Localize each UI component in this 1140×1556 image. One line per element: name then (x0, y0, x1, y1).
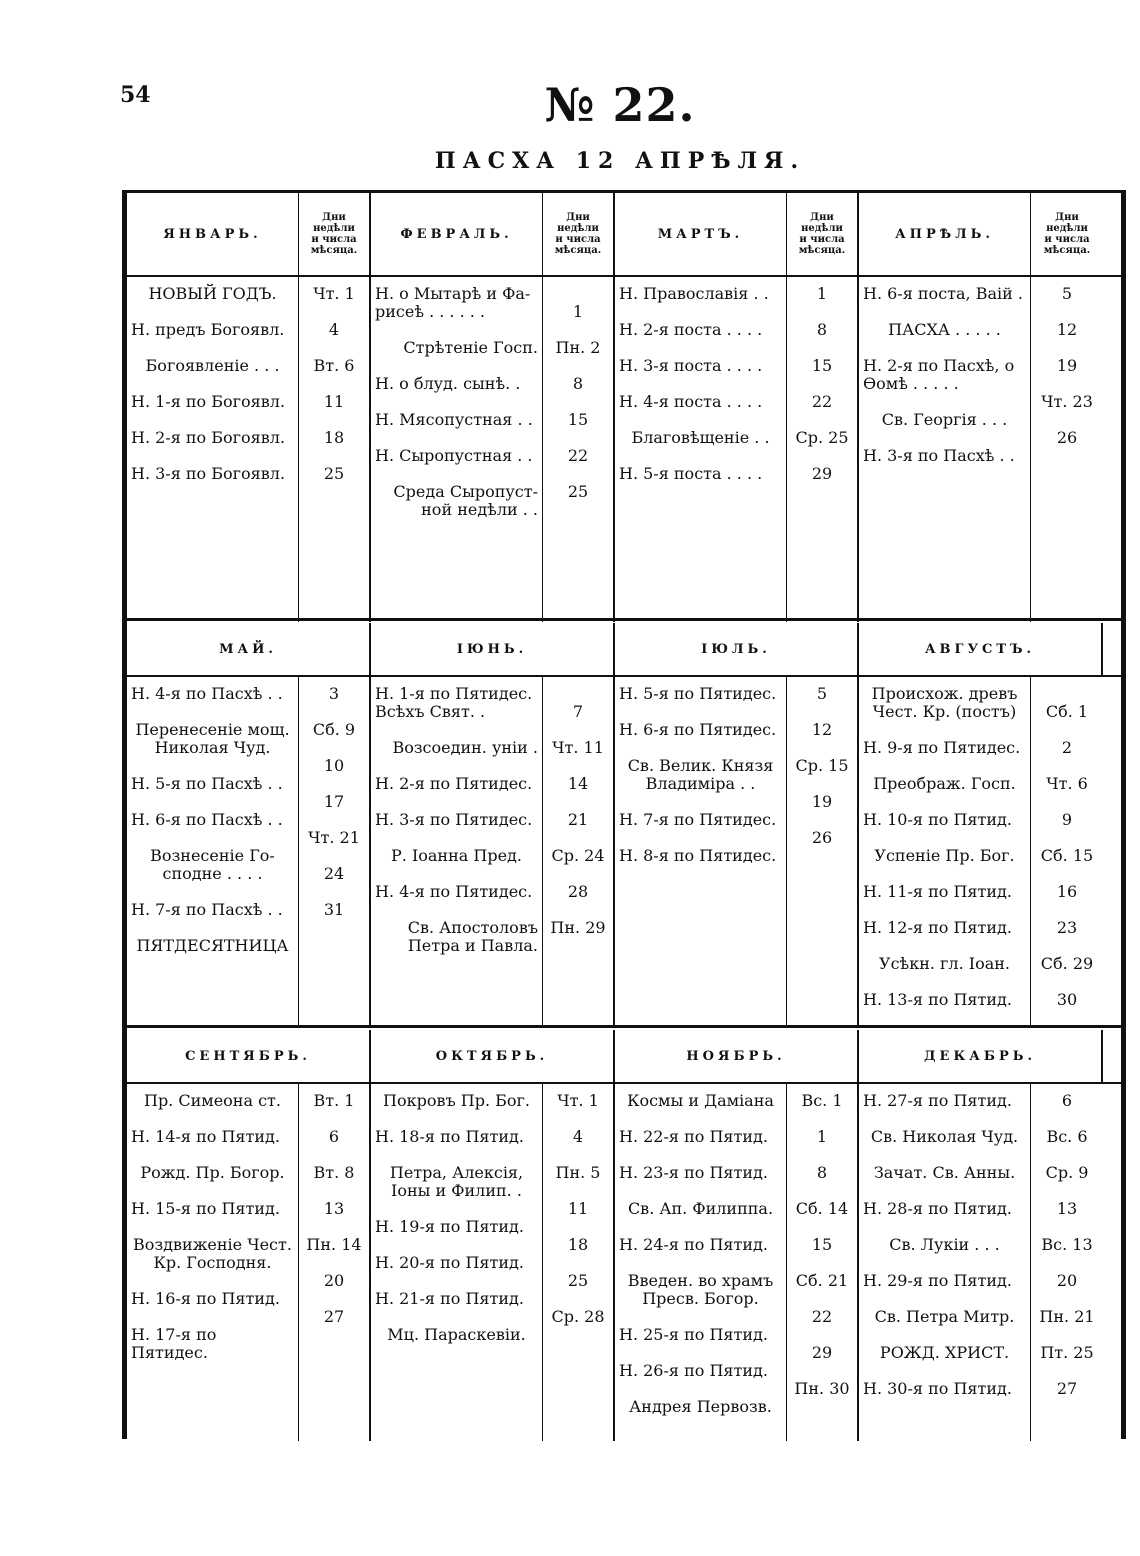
feast-entry: Н. 6-я по Пасхѣ . . (131, 810, 283, 829)
feast-entry: Н. 1-я по Богоявл. (131, 392, 286, 411)
feast-day: 25 (567, 1271, 589, 1290)
month-header-row (127, 1030, 1121, 1084)
row-separator (127, 1025, 1121, 1028)
feast-column (127, 277, 299, 622)
month-row (127, 1030, 1121, 1441)
feast-day: Вт. 8 (313, 1163, 355, 1182)
day-column (299, 1084, 371, 1441)
day-column (1031, 1084, 1103, 1441)
feast-entry: Н. 30-я по Пятид. (863, 1379, 1012, 1398)
feast-day: 17 (323, 792, 345, 811)
feast-day: 9 (1061, 810, 1073, 829)
feast-entry: Н. 7-я по Пасхѣ . . (131, 900, 283, 919)
day-column (787, 277, 859, 622)
day-column (299, 677, 371, 1027)
feast-day: Пт. 25 (1040, 1343, 1094, 1362)
day-column (1031, 677, 1103, 1027)
feast-day: 6 (328, 1127, 340, 1146)
feast-day: Сб. 9 (312, 720, 356, 739)
feast-entry: Петра, Алексія, Іоны и Филип. . (389, 1163, 524, 1200)
feast-day: 18 (567, 1235, 589, 1254)
feast-entry: Н. 5-я по Пасхѣ . . (131, 774, 283, 793)
feast-entry: Н. 3-я по Богоявл. (131, 464, 286, 483)
feast-entry: Богоявленіе . . . (145, 356, 280, 375)
feast-entry: Н. предъ Богоявл. (131, 320, 285, 339)
day-column (543, 277, 615, 622)
feast-day: 3 (328, 684, 340, 703)
month-name: МАРТЪ. (615, 193, 787, 275)
feast-entry: Н. 8-я по Пятидес. (619, 846, 777, 865)
day-column-header (1031, 193, 1103, 275)
month-name: ДЕКАБРЬ. (859, 1030, 1103, 1082)
feast-column (371, 1084, 543, 1441)
feast-entry: Н. 26-я по Пятид. (619, 1361, 768, 1380)
day-header-line: и числа (799, 234, 845, 245)
month-name: ІЮЛЬ. (615, 623, 859, 675)
feast-entry: Н. 2-я по Богоявл. (131, 428, 286, 447)
feast-entry: РОЖД. ХРИСТ. (879, 1343, 1010, 1362)
feast-day: 19 (1056, 356, 1078, 375)
feast-entry: Пр. Симеона ст. (143, 1091, 281, 1110)
feast-entry: Н. 3-я по Пятидес. (375, 810, 533, 829)
feast-entry: Св. Велик. Князя Владиміра . . (627, 756, 774, 793)
feast-day: 11 (323, 392, 345, 411)
feast-day: 27 (323, 1307, 345, 1326)
feast-entry: Н. о Мытарѣ и Фа- рисеѣ . . . . . . (375, 284, 531, 321)
feast-entry: Мц. Параскевіи. (387, 1325, 526, 1344)
feast-day: Пн. 2 (555, 338, 601, 357)
feast-column (371, 277, 543, 622)
feast-day: 14 (567, 774, 589, 793)
feast-column (859, 677, 1031, 1027)
feast-day: Ср. 25 (795, 428, 849, 447)
month-row (127, 623, 1121, 1027)
feast-day: 28 (567, 882, 589, 901)
feast-day: 7 (572, 702, 584, 721)
feast-day: 12 (1056, 320, 1078, 339)
feast-day: Ср. 15 (795, 756, 849, 775)
feast-day: Ср. 9 (1045, 1163, 1089, 1182)
feast-column (371, 677, 543, 1027)
day-column (787, 677, 859, 1027)
feast-entry: Св. Петра Митр. (874, 1307, 1015, 1326)
feast-day: Чт. 1 (313, 284, 355, 303)
feast-entry: Возсоедин. уніи . (392, 738, 538, 757)
page-number: 54 (120, 82, 151, 108)
feast-entry: Н. 16-я по Пятид. (131, 1289, 280, 1308)
month-row (127, 193, 1121, 622)
day-header-line: Дни (566, 212, 590, 223)
feast-day: 22 (811, 1307, 833, 1326)
feast-entry: Н. 17-я по Пятидес. (131, 1325, 217, 1362)
feast-day: 21 (567, 810, 589, 829)
day-header-line: мѣсяца. (310, 245, 358, 256)
feast-entry: Н. 15-я по Пятид. (131, 1199, 280, 1218)
feast-entry: Н. 4-я по Пятидес. (375, 882, 533, 901)
feast-day: Чт. 21 (308, 828, 360, 847)
feast-entry: Н. 13-я по Пятид. (863, 990, 1012, 1009)
feast-entry: Н. 20-я по Пятид. (375, 1253, 524, 1272)
feast-entry: Среда Сыропуст- ной недѣли . . (393, 482, 538, 519)
feast-entry: Св. Георгія . . . (881, 410, 1008, 429)
feast-day: Сб. 14 (795, 1199, 849, 1218)
feast-column (859, 1084, 1031, 1441)
day-column (543, 677, 615, 1027)
feast-day: 19 (811, 792, 833, 811)
day-column-header (299, 193, 371, 275)
feast-entry: Н. 5-я поста . . . . (619, 464, 763, 483)
day-header-line: недѣли (801, 223, 843, 234)
feast-day: 26 (811, 828, 833, 847)
feast-day: Чт. 11 (552, 738, 604, 757)
feast-day: 29 (811, 464, 833, 483)
feast-entry: Н. 10-я по Пятид. (863, 810, 1012, 829)
feast-day: 22 (567, 446, 589, 465)
month-name: АВГУСТЪ. (859, 623, 1103, 675)
feast-entry: Н. 29-я по Пятид. (863, 1271, 1012, 1290)
feast-entry: Стрѣтеніе Госп. (403, 338, 538, 357)
day-header-line: и числа (311, 234, 357, 245)
feast-day: Сб. 29 (1040, 954, 1094, 973)
feast-entry: Н. 9-я по Пятидес. (863, 738, 1021, 757)
day-header-line: Дни (322, 212, 346, 223)
easter-date-subtitle: ПАСХА 12 АПРѢЛЯ. (434, 148, 806, 174)
feast-day: Сб. 1 (1045, 702, 1089, 721)
feast-day: Пн. 21 (1039, 1307, 1095, 1326)
feast-entry: Зачат. Св. Анны. (873, 1163, 1016, 1182)
feast-column (127, 1084, 299, 1441)
feast-entry: Н. 2-я по Пятидес. (375, 774, 533, 793)
feast-entry: Н. 28-я по Пятид. (863, 1199, 1012, 1218)
feast-day: 12 (811, 720, 833, 739)
feast-entry: Н. 23-я по Пятид. (619, 1163, 768, 1182)
feast-day: 1 (816, 284, 828, 303)
feast-entry: Космы и Даміана (627, 1091, 774, 1110)
feast-day: Чт. 23 (1041, 392, 1093, 411)
feast-day: 25 (323, 464, 345, 483)
day-header-line: и числа (1044, 234, 1090, 245)
month-header-row (127, 623, 1121, 677)
feast-day: 13 (1056, 1199, 1078, 1218)
feast-entry: ПЯТДЕСЯТНИЦА (136, 936, 289, 955)
feast-entry: Н. 11-я по Пятид. (863, 882, 1012, 901)
feast-entry: Н. о блуд. сынѣ. . (375, 374, 521, 393)
feast-entry: Андрея Первозв. (629, 1397, 772, 1416)
calendar-table (122, 190, 1126, 1439)
feast-day: 15 (567, 410, 589, 429)
month-name: МАЙ. (127, 623, 371, 675)
month-name: ФЕВРАЛЬ. (371, 193, 543, 275)
day-column (299, 277, 371, 622)
feast-day: Вт. 6 (313, 356, 355, 375)
feast-day: 8 (572, 374, 584, 393)
day-column-header (543, 193, 615, 275)
feast-day: Пн. 30 (794, 1379, 850, 1398)
feast-entry: Введен. во храмъ Пресв. Богор. (627, 1271, 774, 1308)
feast-day: 29 (811, 1343, 833, 1362)
feast-entry: Н. 5-я по Пятидес. (619, 684, 777, 703)
feast-entry: ПАСХА . . . . . (888, 320, 1001, 339)
day-header-line: мѣсяца. (798, 245, 846, 256)
month-body-row (127, 1084, 1121, 1441)
feast-entry: Н. 18-я по Пятид. (375, 1127, 524, 1146)
feast-day: Пн. 14 (306, 1235, 362, 1254)
feast-entry: Н. 21-я по Пятид. (375, 1289, 524, 1308)
feast-day: 30 (1056, 990, 1078, 1009)
feast-entry: Н. Сыропустная . . (375, 446, 533, 465)
feast-entry: Н. Православія . . (619, 284, 769, 303)
day-column (787, 1084, 859, 1441)
day-header-line: недѣли (313, 223, 355, 234)
month-body-row (127, 677, 1121, 1027)
feast-day: 20 (1056, 1271, 1078, 1290)
day-column-header (787, 193, 859, 275)
feast-entry: Преображ. Госп. (873, 774, 1016, 793)
feast-entry: Н. 27-я по Пятид. (863, 1091, 1012, 1110)
day-header-line: недѣли (557, 223, 599, 234)
feast-day: Вс. 6 (1046, 1127, 1088, 1146)
feast-day: Пн. 29 (550, 918, 606, 937)
feast-day: 5 (816, 684, 828, 703)
feast-day: Сб. 21 (795, 1271, 849, 1290)
month-body-row (127, 277, 1121, 622)
month-name: СЕНТЯБРЬ. (127, 1030, 371, 1082)
day-header-line: Дни (1055, 212, 1079, 223)
feast-day: Вт. 1 (313, 1091, 355, 1110)
feast-column (615, 1084, 787, 1441)
feast-entry: Н. 6-я по Пятидес. (619, 720, 777, 739)
feast-entry: Н. 4-я по Пасхѣ . . (131, 684, 283, 703)
feast-day: 4 (328, 320, 340, 339)
feast-entry: Происхож. древъ Чест. Кр. (постъ) (871, 684, 1018, 721)
feast-entry: Н. 14-я по Пятид. (131, 1127, 280, 1146)
feast-entry: Успеніе Пр. Бог. (874, 846, 1015, 865)
feast-entry: НОВЫЙ ГОДЪ. (148, 284, 277, 303)
feast-day: Ср. 28 (551, 1307, 605, 1326)
feast-entry: Св. Ап. Филиппа. (627, 1199, 774, 1218)
feast-day: 6 (1061, 1091, 1073, 1110)
day-header-line: мѣсяца. (554, 245, 602, 256)
feast-day: 22 (811, 392, 833, 411)
day-header-line: Дни (810, 212, 834, 223)
month-name: НОЯБРЬ. (615, 1030, 859, 1082)
month-name: ІЮНЬ. (371, 623, 615, 675)
feast-entry: Вознесеніе Го- сподне . . . . (150, 846, 275, 883)
feast-entry: Св. Николая Чуд. (870, 1127, 1019, 1146)
feast-day: Чт. 6 (1046, 774, 1088, 793)
feast-entry: Н. 3-я по Пасхѣ . . (863, 446, 1015, 465)
feast-day: 13 (323, 1199, 345, 1218)
feast-day: Чт. 1 (557, 1091, 599, 1110)
feast-entry: Н. 22-я по Пятид. (619, 1127, 768, 1146)
feast-entry: Н. 2-я по Пасхѣ, о Ѳомѣ . . . . . (863, 356, 1015, 393)
row-separator (127, 618, 1121, 621)
feast-column (615, 277, 787, 622)
feast-day: 11 (567, 1199, 589, 1218)
feast-entry: Н. 19-я по Пятид. (375, 1217, 524, 1236)
feast-column (615, 677, 787, 1027)
feast-day: 23 (1056, 918, 1078, 937)
feast-column (859, 277, 1031, 622)
feast-entry: Покровъ Пр. Бог. (383, 1091, 530, 1110)
feast-entry: Усѣкн. гл. Іоан. (879, 954, 1010, 973)
day-header-line: и числа (555, 234, 601, 245)
feast-day: 1 (572, 302, 584, 321)
feast-day: 15 (811, 1235, 833, 1254)
calendar-number-title: № 22. (544, 78, 696, 132)
feast-day: 27 (1056, 1379, 1078, 1398)
feast-entry: Р. Іоанна Пред. (391, 846, 522, 865)
feast-day: 4 (572, 1127, 584, 1146)
feast-day: Сб. 15 (1040, 846, 1094, 865)
feast-day: 15 (811, 356, 833, 375)
feast-day: 31 (323, 900, 345, 919)
feast-day: 10 (323, 756, 345, 775)
feast-entry: Н. 7-я по Пятидес. (619, 810, 777, 829)
feast-day: Вс. 1 (801, 1091, 843, 1110)
feast-entry: Св. Лукіи . . . (889, 1235, 1000, 1254)
feast-day: Ср. 24 (551, 846, 605, 865)
feast-day: 25 (567, 482, 589, 501)
month-name: ОКТЯБРЬ. (371, 1030, 615, 1082)
feast-entry: Н. 25-я по Пятид. (619, 1325, 768, 1344)
month-name: АПРѢЛЬ. (859, 193, 1031, 275)
month-header-row (127, 193, 1121, 277)
day-column (1031, 277, 1103, 622)
feast-entry: Н. 4-я поста . . . . (619, 392, 763, 411)
day-column (543, 1084, 615, 1441)
feast-day: 20 (323, 1271, 345, 1290)
feast-entry: Благовѣщеніе . . (631, 428, 770, 447)
feast-entry: Н. 3-я поста . . . . (619, 356, 763, 375)
day-header-line: недѣли (1046, 223, 1088, 234)
feast-entry: Н. 12-я по Пятид. (863, 918, 1012, 937)
feast-day: 8 (816, 320, 828, 339)
feast-day: 2 (1061, 738, 1073, 757)
feast-day: Вс. 13 (1041, 1235, 1093, 1254)
feast-day: 8 (816, 1163, 828, 1182)
feast-day: Пн. 5 (555, 1163, 601, 1182)
feast-day: 26 (1056, 428, 1078, 447)
feast-day: 1 (816, 1127, 828, 1146)
feast-day: 18 (323, 428, 345, 447)
feast-entry: Рожд. Пр. Богор. (140, 1163, 285, 1182)
month-name: ЯНВАРЬ. (127, 193, 299, 275)
feast-entry: Св. Апостоловъ Петра и Павла. (407, 918, 538, 955)
feast-entry: Н. 6-я поста, Ваій . (863, 284, 1023, 303)
day-header-line: мѣсяца. (1043, 245, 1091, 256)
feast-entry: Воздвиженіе Чест. Кр. Господня. (133, 1235, 292, 1272)
feast-entry: Н. Мясопустная . . (375, 410, 533, 429)
feast-entry: Н. 24-я по Пятид. (619, 1235, 768, 1254)
feast-column (127, 677, 299, 1027)
feast-day: 16 (1056, 882, 1078, 901)
feast-day: 24 (323, 864, 345, 883)
feast-day: 5 (1061, 284, 1073, 303)
feast-entry: Н. 2-я поста . . . . (619, 320, 763, 339)
feast-entry: Н. 1-я по Пятидес. Всѣхъ Свят. . (375, 684, 533, 721)
feast-entry: Перенесеніе мощ. Николая Чуд. (135, 720, 290, 757)
